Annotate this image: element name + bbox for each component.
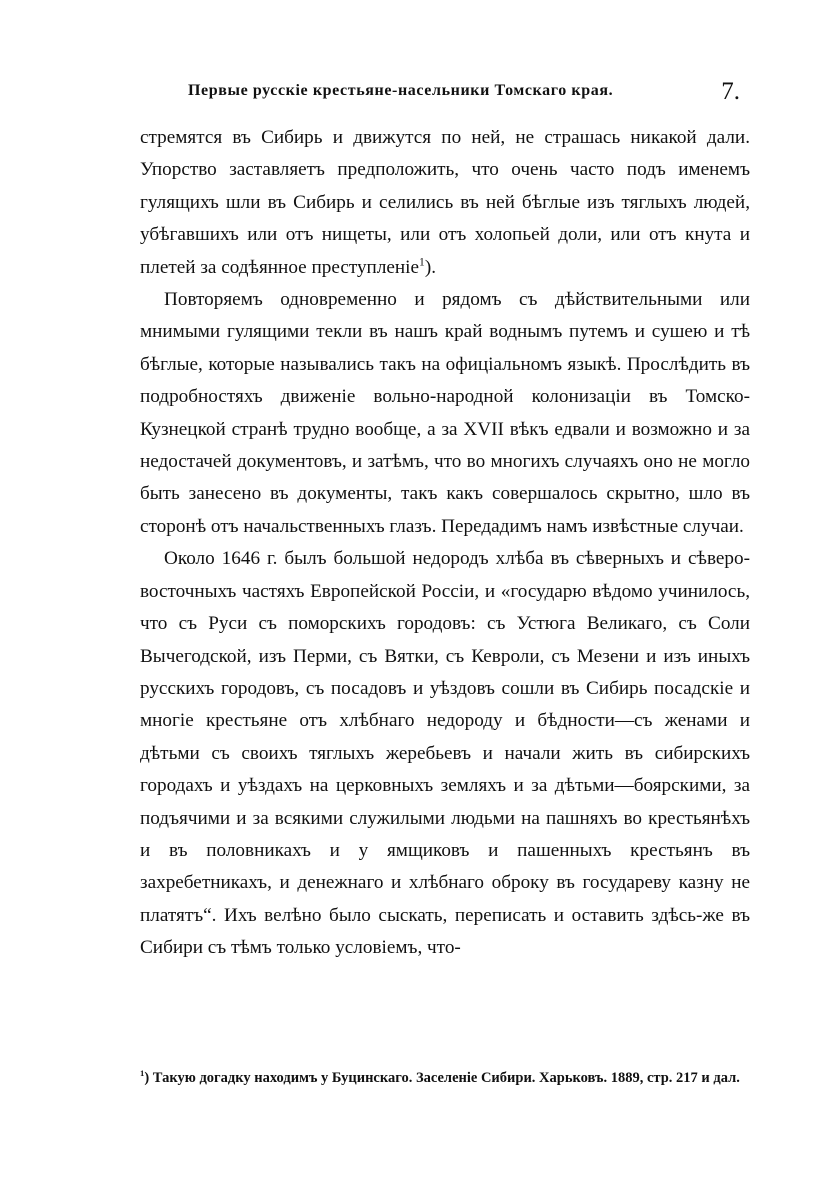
page-number: 7. bbox=[721, 78, 740, 105]
footnote bbox=[140, 1068, 750, 1089]
paragraph-3-text: Около 1646 г. былъ большой недородъ хлѣба въ сѣверныхъ и сѣверо-восточныхъ частяхъ Европейской Россіи, и «государю вѣдомо учинилось, что съ Руси съ поморскихъ городовъ: съ Устюга Великаго, съ Соли Вычегодской, изъ Перми, съ Вятки, съ Кевроли, съ Мезени и изъ иныхъ русскихъ городовъ, съ посадовъ и уѣздовъ сошли въ Сибирь посадскіе и многіе крестьяне отъ хлѣбнаго недороду и бѣдности—съ женами и дѣтьми съ своихъ тяглыхъ жеребьевъ и начали жить въ сибирскихъ городахъ и уѣздахъ на церковныхъ земляхъ и за дѣтьми—боярскими, за подъячими и за всякими служилыми людьми на пашняхъ во крестьянѣхъ и въ половникахъ и у ямщиковъ и пашенныхъ крестьянъ въ захребетникахъ, и денежнаго и хлѣбнаго оброку въ государеву казну не платятъ“. Ихъ велѣно было сыскать, переписать и оставить здѣсь-же въ Сибири съ тѣмъ только условіемъ, что- bbox=[140, 548, 750, 959]
footnote-reference[interactable]: 1 bbox=[419, 256, 425, 269]
page-header-title: Первые русскіе крестьяне-насельники Томскаго края. bbox=[188, 82, 614, 99]
paragraph-2 bbox=[140, 284, 750, 543]
paragraph-1 bbox=[140, 122, 750, 284]
paragraph-2-text: Повторяемъ одновременно и рядомъ съ дѣйствительными или мнимыми гулящими текли въ нашъ край воднымъ путемъ и сушею и тѣ бѣглые, которые назывались такъ на офиціальномъ языкѣ. Прослѣдить въ подробностяхъ движеніе вольно-народной колонизаціи въ Томско-Кузнецкой странѣ трудно вообще, а за XVII вѣкъ едвали и возможно и за недостачей документовъ, и затѣмъ, что во многихъ случаяхъ оно не могло быть занесено въ документы, такъ какъ совершалось скрытно, шло въ сторонѣ отъ начальственныхъ глазъ. Передадимъ намъ извѣстные случаи. bbox=[140, 289, 750, 537]
paragraph-1-text: стремятся въ Сибирь и движутся по ней, не страшась никакой дали. Упорство заставляетъ предположить, что очень часто подъ именемъ гулящихъ шли въ Сибирь и селились въ ней бѣглые изъ тяглыхъ людей, убѣгавшихъ или отъ нищеты, или отъ холопьей доли, или отъ кнута и плетей за содѣянное преступленіе bbox=[140, 127, 750, 278]
paragraph-3 bbox=[140, 543, 750, 964]
footnote-text: ) Такую догадку находимъ у Буцинскаго. Заселеніе Сибири. Харьковъ. 1889, стр. 217 и дал. bbox=[144, 1070, 740, 1086]
body-text bbox=[140, 122, 750, 965]
running-head bbox=[140, 78, 740, 112]
footnote-mark: 1 bbox=[140, 1068, 145, 1079]
paragraph-1-tail: ). bbox=[424, 256, 436, 278]
